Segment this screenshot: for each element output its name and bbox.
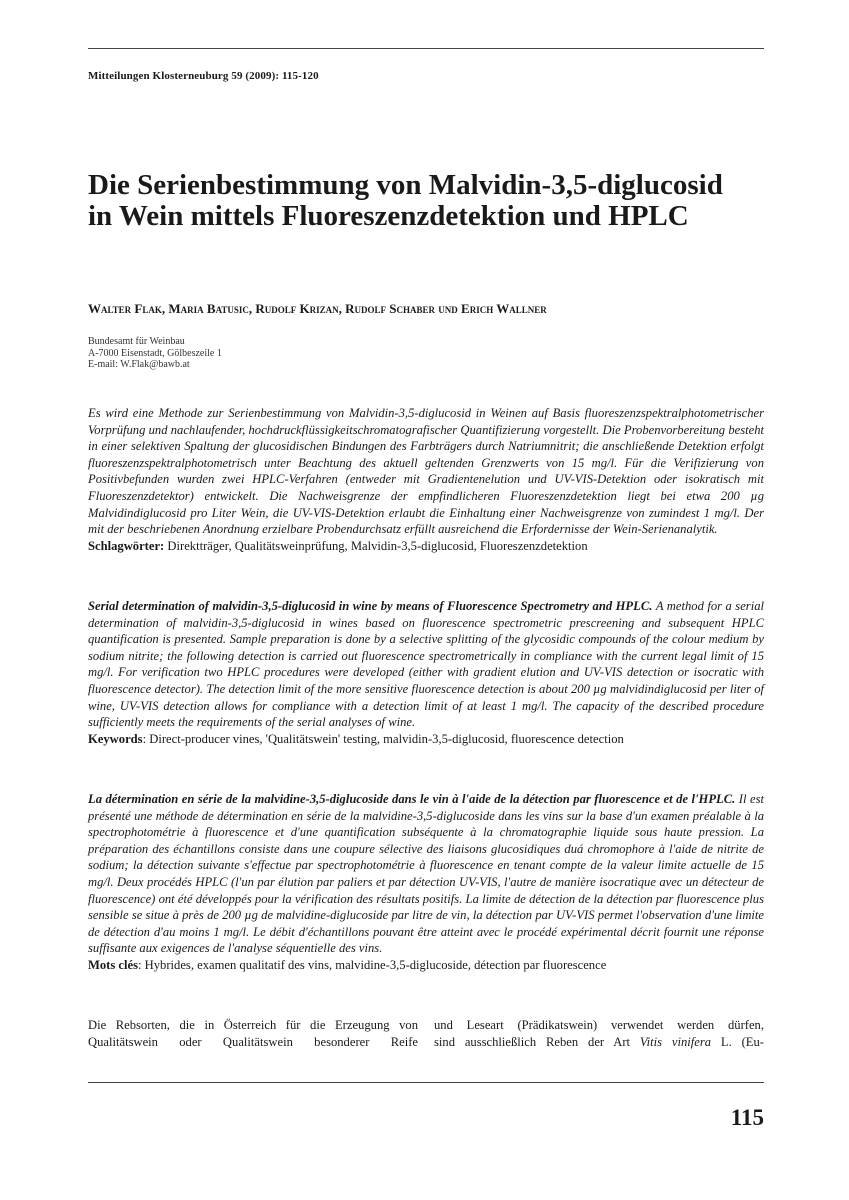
- abstract-english: [88, 598, 764, 747]
- keywords-french: [88, 957, 764, 974]
- abstract-french: [88, 791, 764, 974]
- keywords-german-text: Direktträger, Qualitätsweinprüfung, Malvidin-3,5-diglucosid, Fluoreszenzdetektion: [167, 538, 588, 553]
- abstract-french-body: Il est présenté une méthode de détermination en série de la malvidine-3,5-diglucoside dans les vins sur la base d'un examen préalable à la spectrophotométrie à fluorescence et d'une quantification subséquente à la chromatographie liquide sous haute pression. La préparation des échantillons consiste dans une coupure sélective des liaisons glucosidiques duá chromophore à l'aide de nitrite de sodium; la détection suivante s'effectue par spectrophotométrie à fluorescence en tenant compte de la valeur limite actuelle de 15 mg/l. Deux procédés HPLC (l'un par élution par paliers et par détection UV-VIS, l'autre de manière isocratique avec un détecteur de fluorescence) ont été développés pour la vérification des résultats positifs. La limite de détection de la détection par fluorescence plus sensible se situe à près de 200 µg de malvidine-diglucoside par litre de vin, la détection par UV-VIS permet l'observation d'une limite de détection d'au moins 1 mg/l. Le débit d'échantillons pouvant être atteint avec le procédé expérimental décrit fournit une réponse suffisante aux exigences de l'analyse séquentielle des vins.: [88, 792, 764, 956]
- keywords-german: [88, 538, 764, 555]
- abstract-german: [88, 405, 764, 554]
- abstract-french-title: La détermination en série de la malvidine-3,5-diglucoside dans le vin à l'aide de la détection par fluorescence et de l'HPLC.: [88, 792, 736, 806]
- body-right-line-1: und Leseart (Prädikatswein) verwendet werden dürfen,: [434, 1018, 764, 1032]
- page-number: 115: [730, 1105, 764, 1130]
- affiliation-institution: Bundesamt für Weinbau: [88, 336, 185, 347]
- body-right-line-2-pre: sind ausschließlich Reben der Art: [434, 1035, 640, 1049]
- body-column-right: [434, 1017, 764, 1051]
- title-line-1: Die Serienbestimmung von Malvidin-3,5-diglucosid: [88, 169, 723, 201]
- keywords-english-label: Keywords: [88, 731, 143, 746]
- keywords-french-text: : Hybrides, examen qualitatif des vins, malvidine-3,5-diglucoside, détection par fluorescence: [138, 957, 607, 972]
- affiliation-email: E-mail: W.Flak@bawb.at: [88, 359, 190, 370]
- keywords-french-label: Mots clés: [88, 957, 139, 972]
- affiliation-address: A-7000 Eisenstadt, Gölbeszeile 1: [88, 347, 222, 359]
- title-line-2: in Wein mittels Fluoreszenzdetektion und HPLC: [88, 200, 689, 232]
- keywords-english-text: : Direct-producer vines, 'Qualitätswein' testing, malvidin-3,5-diglucosid, fluorescence detection: [142, 731, 624, 746]
- species-name: Vitis vinifera: [639, 1035, 712, 1049]
- author-list: Walter Flak, Maria Batusic, Rudolf Krizan, Rudolf Schaber und Erich Wallner: [88, 301, 547, 316]
- body-right-line-2-post: L. (Eu-: [711, 1035, 764, 1049]
- body-column-left: [88, 1017, 418, 1051]
- keywords-german-label: Schlagwörter:: [88, 538, 165, 553]
- abstract-english-body: A method for a serial determination of malvidin-3,5-diglucosid in wines based on fluorescence spectrometric prescreening and subsequent HPLC quantification is presented. Sample preparation is done by a selective splitting of the glycosidic compounds of the colour medium by sodium nitrite; the following detection is carried out fluorescence spectrometrically in compliance with the current legal limit of 15 mg/l. For verification two HPLC procedures were developed (either with gradient elution and UV-VIS detection or isocratic with fluorescence detector). The detection limit of the more sensitive fluorescence detection is about 200 µg malvidindiglucosid per liter of wine, UV-VIS detection allows for compliance with a detection limit of at least 1 mg/l. The capacity of the described procedure sufficiently meets the requirements of the serial analyses of wine.: [88, 599, 764, 730]
- article-title: [88, 170, 778, 232]
- footer-rule: [88, 1082, 764, 1083]
- body-left-line-1: Die Rebsorten, die in Österreich für die Erzeugung von: [88, 1018, 418, 1032]
- keywords-english: [88, 731, 764, 748]
- body-right-line-2: [434, 1034, 764, 1051]
- header-rule: [88, 48, 764, 49]
- journal-reference: Mitteilungen Klosterneuburg 59 (2009): 115-120: [88, 70, 319, 82]
- affiliation: [88, 336, 222, 371]
- body-left-line-2: Qualitätswein oder Qualitätswein besonderer Reife: [88, 1035, 418, 1049]
- abstract-german-body: Es wird eine Methode zur Serienbestimmung von Malvidin-3,5-diglucosid in Weinen auf Basis fluoreszenzspektralphotometrischer Vorprüfung und nachlaufender, hochdruckflüssigkeitschromatografischer Quantifizierung vorgestellt. Die Probenvorbereitung besteht in einer selektiven Spaltung der glucosidischen Bindungen des Farbträgers durch Natriumnitrit; die anschließende Detektion erfolgt fluoreszenzspektralphotometrisch unter Beachtung des aktuell geltenden Grenzwerts von 15 mg/l. Für die Verifizierung von Positivbefunden wurden zwei HPLC-Verfahren (entweder mit Gradientenelution und UV-VIS-Detektion oder isokratisch mit Fluoreszenzdetektor) entwickelt. Die Nachweisgrenze der empfindlicheren Fluoreszenzdetektion liegt bei etwa 200 µg Malvidindiglucosid pro Liter Wein, die UV-VIS-Detektion erlaubt die Einhaltung einer Nachweisgrenze von zumindest 1 mg/l. Der mit der beschriebenen Anordnung erzielbare Probendurchsatz erfüllt ausreichend die Erfordernisse der Wein-Serienanalytik.: [88, 406, 764, 537]
- abstract-english-title: Serial determination of malvidin-3,5-diglucosid in wine by means of Fluorescence Spectrometry and HPLC.: [88, 599, 653, 613]
